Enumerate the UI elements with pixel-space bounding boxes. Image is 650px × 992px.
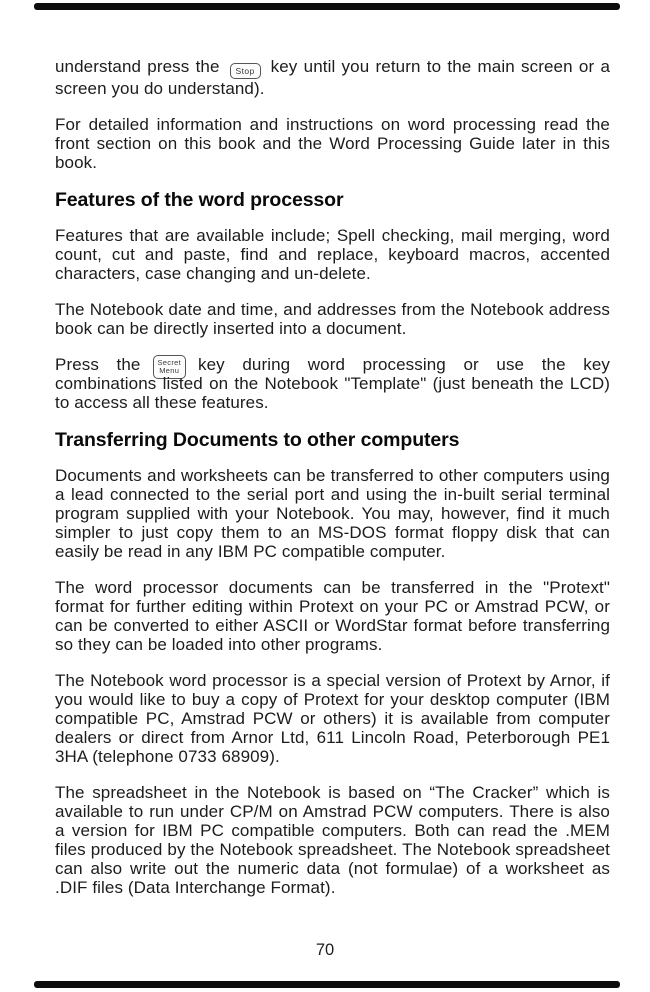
stop-key-icon bbox=[230, 63, 261, 79]
intro-text-after-key: key until you return to the main screen or a screen you do understand). bbox=[55, 57, 610, 98]
page-number: 70 bbox=[315, 941, 335, 959]
paragraph-press-menu bbox=[55, 355, 610, 412]
heading-transferring-documents: Transferring Documents to other computers bbox=[55, 429, 460, 451]
paragraph-feature-list: Features that are available include; Spell checking, mail merging, word count, cut and paste, find and replace, keyboard macros, accented characters, case changing and un-delete. bbox=[55, 226, 610, 283]
paragraph-arnor-address: The Notebook word processor is a special version of Protext by Arnor, if you would like to buy a copy of Protext for your desktop computer (IBM compatible PC, Amstrad PCW or others) it is available from computer dealers or direct from Arnor Ltd, 611 Lincoln Road, Peterborough PE1 3HA (telephone 0733 68909). bbox=[55, 671, 610, 766]
paragraph-intro-continued bbox=[55, 57, 610, 98]
paragraph-detailed-info: For detailed information and instructions on word processing read the front section on this book and the Word Processing Guide later in this book. bbox=[55, 115, 610, 172]
paragraph-spreadsheet-cracker: The spreadsheet in the Notebook is based on “The Cracker” which is available to run under CP/M on Amstrad PCW computers. There is also a version for IBM PC compatible computers. Both can read the .MEM files produced by the Notebook spreadsheet. The Notebook spreadsheet can also write out the numeric data (not formulae) of a worksheet as .DIF files (Data Interchange Format). bbox=[55, 783, 610, 897]
paragraph-protext-format: The word processor documents can be transferred in the "Protext" format for further editing within Protext on your PC or Amstrad PCW, or can be converted to either ASCII or WordStar format before transferring so they can be loaded into other programs. bbox=[55, 578, 610, 654]
document-page-content bbox=[55, 57, 610, 914]
intro-text-before-key: understand press the bbox=[55, 57, 220, 76]
press-menu-text-before-key: Press the bbox=[55, 355, 141, 374]
heading-features-of-word-processor: Features of the word processor bbox=[55, 189, 344, 211]
secret-menu-key-top-label: Secret bbox=[157, 357, 181, 367]
scan-edge-artifact-top bbox=[34, 3, 620, 10]
secret-menu-key-bottom-label: Menu bbox=[159, 366, 180, 376]
scan-edge-artifact-bottom bbox=[34, 981, 620, 988]
stop-key-label: Stop bbox=[235, 66, 255, 76]
press-menu-text-after-key: key during word processing or use the key combinations listed on the Notebook "Template" (just beneath the LCD) to access all these features. bbox=[55, 355, 610, 412]
paragraph-notebook-date: The Notebook date and time, and addresses from the Notebook address book can be directly inserted into a document. bbox=[55, 300, 610, 338]
paragraph-serial-transfer: Documents and worksheets can be transferred to other computers using a lead connected to the serial port and using the in-built serial terminal program supplied with your Notebook. You may, however, find it much simpler to just copy them to an MS-DOS format floppy disk that can easily be read in any IBM PC compatible computer. bbox=[55, 466, 610, 561]
